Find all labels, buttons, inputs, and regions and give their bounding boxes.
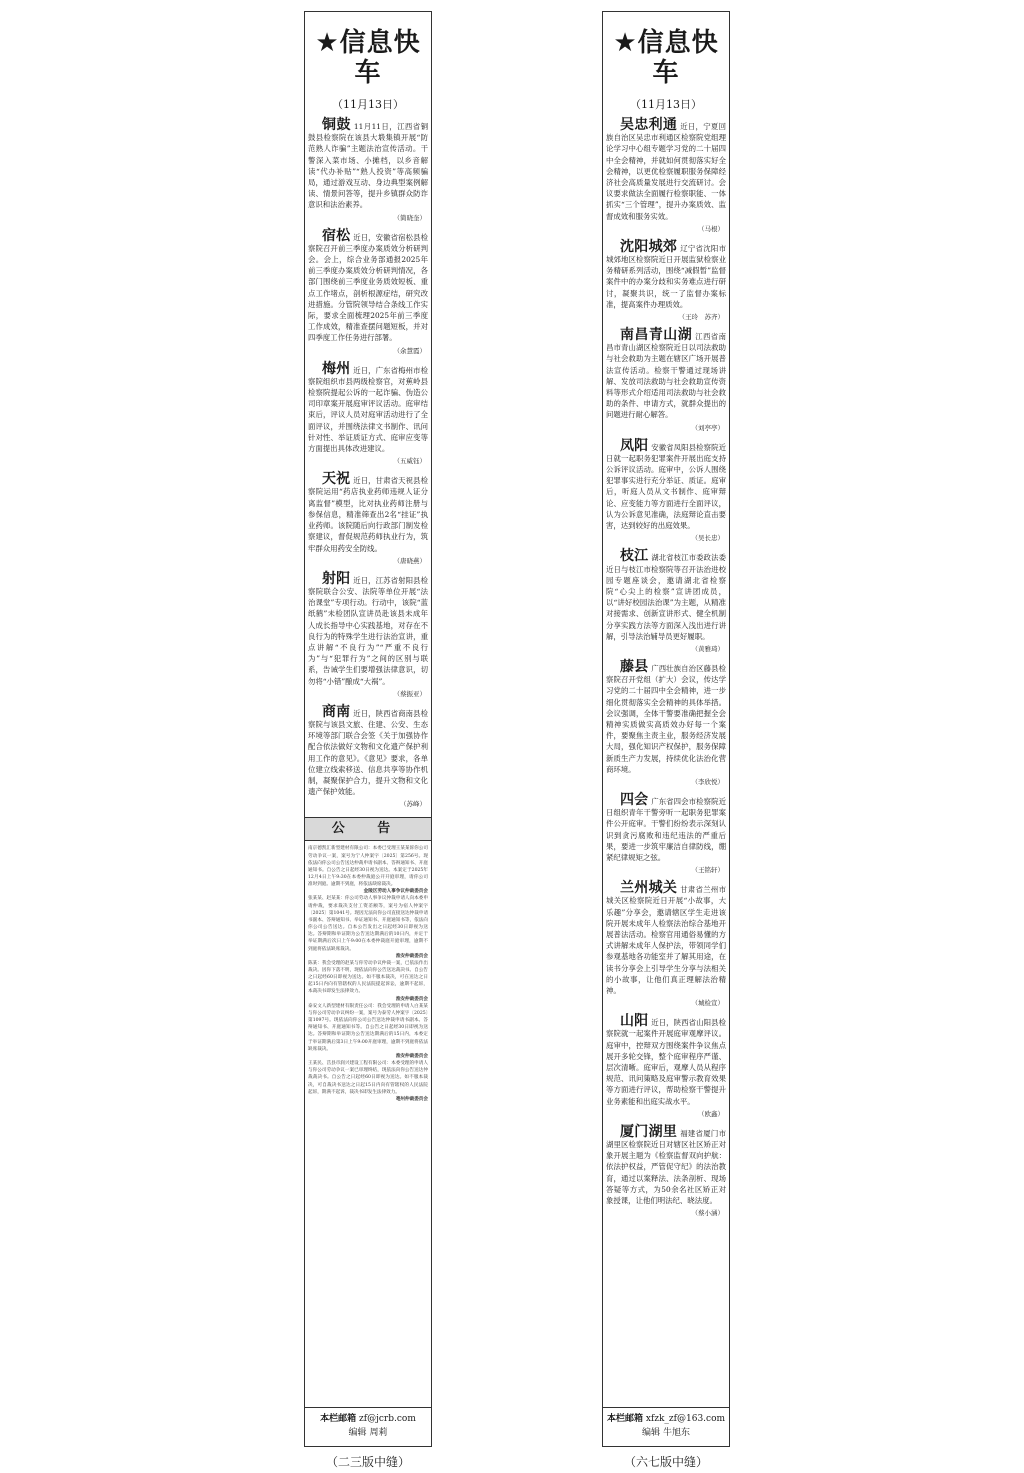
news-item: [603, 437, 729, 544]
item-place: 天祝: [322, 471, 351, 488]
news-item: [603, 238, 729, 322]
item-text: 湖北省枝江市委政法委近日与枝江市检察院等召开法治进校园专题座谈会，邀请湖北省检察院“心尖上的检察”宣讲团成员，以“讲好校园法治课”为主题，从精准对接需求、创新宣讲形式、健全机制分享实践方法等方面深入浅出进行讲解，引导法治辅导员更好履职。: [606, 553, 726, 641]
notice-paragraph: 泰安文人新型建材有限责任公司：我会受理的申请人白某某与你公司劳动争议纠纷一案，案号为泰劳人仲案字〔2025〕第1097号。现依法向你公司公告送达仲裁申请书副本、答辩通知书、开庭通知书等。自公告之日起经30日即视为送达。答辩期和举证期为公告送达期满后的15日内，本委定于举证期满后第3日上午9:00开庭审理，逾期不到庭将依法缺席裁决。: [308, 1003, 428, 1052]
notice-heading: 公 告: [305, 817, 431, 841]
item-place: 吴忠利通: [620, 117, 678, 133]
notice-paragraph: 陈某：我会受理的赵某与你劳动争议仲裁一案，已依法作出裁决。因你下落不明，现依法向你公告送达裁决书。自公告之日起经60日即视为送达。如不服本裁决，可在送达之日起15日内向有管辖权的人民法院提起诉讼，逾期不起诉，本裁决书即发生法律效力。: [308, 960, 428, 995]
column-date: （11月13日）: [630, 98, 702, 111]
item-author: （黄雅琦）: [691, 644, 724, 653]
column-date: （11月13日）: [332, 98, 404, 111]
item-text: 近日，陕西省山阳县检察院就一起案件开展庭审观摩评议。庭审中，控辩双方围绕案件争议焦点展开多轮交锋，整个庭审程序严谨、层次清晰。庭审后，观摩人员从程序规范、讯问策略及庭审警示教育效果等方面进行评议，帮助检察干警提升业务素能和出庭实战水平。: [606, 1018, 726, 1106]
editor-name: 周莉: [369, 1428, 388, 1438]
news-item: [305, 360, 431, 467]
mailbox-link[interactable]: zf@jcrb.com: [359, 1414, 416, 1424]
fold-label: （六七版中缝）: [623, 1455, 708, 1469]
news-item: [603, 117, 729, 234]
item-place: 宿松: [322, 227, 351, 244]
item-author: （刘亭亭）: [691, 423, 724, 432]
item-text: 福建省厦门市湖里区检察院近日对辖区社区矫正对象开展主题为《检察监督双向护航：依法护权益，严管促守纪》的法治教育，通过以案释法、法条剖析、现场答疑等方式，为50余名社区矫正对象授课，让他们明法纪、晓法度。: [606, 1128, 726, 1206]
item-place: 厦门湖里: [620, 1123, 678, 1140]
item-author: （唐晓燕）: [393, 556, 426, 565]
item-place: 兰州城关: [620, 880, 678, 897]
item-text: 辽宁省沈阳市城郊地区检察院近日开展监狱检察业务精研系列活动，围绕“减假暂”监督案件中的办案分歧和实务难点进行研讨，凝聚共识，统一了监督办案标准，提高案件办理质效。: [606, 243, 726, 309]
column-title: ★信息快车: [613, 28, 719, 88]
right-column: [602, 11, 730, 1447]
notice-signature: 淮安仲裁委员会: [395, 1053, 428, 1059]
fold-label: （二三版中缝）: [325, 1455, 410, 1469]
item-place: 射阳: [322, 570, 351, 587]
item-place: 枝江: [620, 548, 649, 565]
item-text: 近日，江苏省射阳县检察院联合公安、法院等单位开展“法治课堂”专项行动。行动中，该院“蓝纸鹤”未检团队宣讲员赴该县未成年人成长指导中心实践基地，对存在不良行为的特殊学生进行法治宣讲，重点讲解“不良行为”“严重不良行为”与“犯罪行为”之间的区别与联系，告诫学生们要增强法律意识，切勿将“小错”酿成“大祸”。: [308, 575, 428, 686]
item-author: （城检宣）: [691, 999, 724, 1008]
mailbox-label: 本栏邮箱: [320, 1414, 357, 1424]
item-text: 安徽省凤阳县检察院近日就一起职务犯罪案件开展出庭支持公诉评议活动。庭审中，公诉人围绕犯罪事实进行充分举证、质证。庭审后，听庭人员从文书制作、庭审辩论、应变能力等方面进行全面评议，认为公诉意见准确，法庭辩论直击要害，达到较好的出庭效果。: [606, 442, 726, 531]
item-author: （苏峰）: [400, 800, 426, 809]
news-item: [603, 880, 729, 1008]
item-place: 南昌青山湖: [620, 327, 693, 344]
news-item: [603, 327, 729, 433]
news-item: [305, 570, 431, 699]
item-author: （蔡振亚）: [393, 689, 426, 698]
notice-signature: 亳州仲裁委员会: [395, 1096, 428, 1102]
item-text: 11月11日，江西省铜鼓县检察院在该县大塅集镇开展“防范熟人诈骗”主题法治宣传活动。干警深入菜市场、小摊档，以乡音解读“代办补贴”“熟人投资”等高频骗局，通过游戏互动、身边典型案例解读、情景问答等，提升乡镇群众防诈意识和法治素养。: [308, 122, 428, 210]
news-item: [305, 117, 431, 223]
notice-paragraph: 南京德凯汇新型建材有限公司：本委已受理王某某诉你公司劳动争议一案，案号为宁人仲案字〔2025〕第256号。现依法向你公司公告送达仲裁申请书副本、答辩通知书、开庭通知书。自公告之日起经30日视为送达。本案定于2025年12月4日上午9:30在本委仲裁庭公开开庭审理，请你公司准时到庭。逾期不到庭，将依法缺席裁决。: [308, 846, 428, 888]
mailbox-link[interactable]: xfzk_zf@163.com: [645, 1414, 726, 1424]
item-text: 江西省南昌市青山湖区检察院近日以司法救助与社会救助为主题在辖区广场开展普法宣传活动。检察干警通过现场讲解、发放司法救助与社会救助宣传资料等形式介绍适用司法救助与社会救助的条件、申请方式，就群众提出的问题进行耐心解答。: [606, 332, 726, 420]
news-item: [603, 548, 729, 654]
item-author: （王铭轩）: [691, 866, 724, 875]
item-text: 近日，广东省梅州市检察院组织市县两级检察官，对蕉岭县检察院提起公诉的一起诈骗、伪造公司印章案开展庭审评议活动。庭审结束后，评议人员对庭审活动进行了全面评议，并围绕法律文书制作、讯问针对性、举证质证方式、庭审应变等方面提出具体改进建议。: [308, 365, 428, 454]
item-text: 广东省四会市检察院近日组织青年干警旁听一起职务犯罪案件公开庭审。干警们纷纷表示深刻认识到贪污腐败和违纪违法的严重后果，要进一步筑牢廉洁自律防线，绷紧纪律规矩之弦。: [606, 796, 726, 862]
item-author: （马根）: [698, 224, 724, 233]
notice-signature: 淮安仲裁委员会: [395, 953, 428, 959]
item-text: 近日，安徽省宿松县检察院召开前三季度办案质效分析研判会。会上，综合业务部通报2025年前三季度办案质效分析研判情况，各部门围绕前三季度业务质效短板、重点工作堵点，剖析根源症结，研究改进措施。分管院领导结合条线工作实际，要求全面梳理2025年前三季度工作成效，精准查摆问题短板，并对四季度工作任务进行部署。: [308, 232, 428, 343]
column-footer: [305, 1407, 431, 1446]
item-author: （欧鑫）: [698, 1109, 724, 1118]
news-item: [305, 471, 431, 565]
news-item: [603, 658, 729, 787]
notice-body: [305, 841, 431, 1107]
item-author: （蔡小涵）: [691, 1209, 724, 1218]
item-author: （李欣悦）: [691, 777, 724, 786]
news-item: [603, 791, 729, 875]
news-item: [603, 1123, 729, 1218]
editor-name: 牛旭东: [662, 1428, 690, 1438]
editor-label: 编辑: [642, 1428, 661, 1438]
editor-label: 编辑: [348, 1428, 367, 1438]
item-place: 商南: [322, 703, 351, 720]
item-text: 近日，宁夏回族自治区吴忠市利通区检察院党组理论学习中心组专题学习党的二十届四中全会精神，并就如何贯彻落实好全会精神，以更优检察履职服务保障经济社会高质量发展进行交流研讨。会议要求做法全面履行检察职能、一体抓实“三个管理”，提升办案质效、监督成效和服务实效。: [606, 122, 726, 221]
notice-signature: 淮安仲裁委员会: [395, 996, 428, 1002]
mailbox-label: 本栏邮箱: [606, 1414, 643, 1424]
item-text: 甘肃省兰州市城关区检察院近日开展“小故事，大乐趣”分享会，邀请辖区学生走进该院开展未成年人检察法治综合基地开展普法活动。检察官用通俗易懂的方式讲解未成年人保护法，带领同学们参观基地各功能室并了解其用途，在读书分享会上引导学生分享与法相关的小故事，让他们真正理解法治精神。: [606, 885, 726, 995]
notice-signature: 金陵区劳动人事争议仲裁委员会: [363, 889, 428, 895]
item-author: （余慧霞）: [393, 346, 426, 355]
item-place: 梅州: [322, 360, 351, 377]
item-place: 四会: [620, 791, 649, 808]
news-item: [305, 703, 431, 810]
item-place: 藤县: [620, 658, 649, 675]
notice-paragraph: 王某民、莒县市润兴建设工程有限公司：本委受理的申请人与你公司劳动争议一案已审理终结，现依法向你公告送达仲裁裁决书。自公告之日起经60日即视为送达。如不服本裁决，可自裁决书送达之日起15日内向有管辖权的人民法院起诉，期满不起诉，裁决书即发生法律效力。: [308, 1061, 428, 1095]
column-footer: [603, 1407, 729, 1446]
item-author: （简晓奎）: [393, 213, 426, 222]
item-author: （吴长忠）: [691, 534, 724, 543]
item-text: 广西壮族自治区藤县检察院召开党组（扩大）会议，传达学习党的二十届四中全会精神，进一步细化贯彻落实全会精神的具体举措。会议强调，全体干警要准确把握全会精神实质做实高质效办好每一个案件，要聚焦主责主业，服务经济发展大局，强化知识产权保护，服务保障新质生产力发展，持续优化法治化营商环境。: [606, 663, 726, 774]
item-place: 铜鼓: [322, 117, 351, 133]
news-item: [305, 227, 431, 356]
item-author: （王玲 苏齐）: [678, 313, 724, 322]
left-column: [304, 11, 432, 1447]
item-place: 山阳: [620, 1013, 649, 1030]
column-title: ★信息快车: [315, 28, 421, 88]
item-author: （五威钰）: [393, 457, 426, 466]
item-place: 凤阳: [620, 437, 649, 454]
news-item: [603, 1013, 729, 1119]
item-place: 沈阳城郊: [620, 238, 678, 255]
notice-paragraph: 张某某、赵某某：你公司劳动人事争议仲裁申请人向本委申请仲裁，要求裁决支付工资差额等，案号为宿人仲案字〔2025〕第1041号。现因无法向你公司直接送达仲裁申请书副本、答辩通知书、举证通知书、开庭通知书等，依法向你公司公告送达。自本公告发出之日起经30日即视为送达。答辩期和举证期为公告送达期满后的10日内，并定于举证期满后次日上午9:00在本委仲裁庭开庭审理，逾期不到庭将依法缺席裁决。: [308, 896, 428, 952]
item-text: 近日，甘肃省天祝县检察院运用“药店执业药师违规人证分离监督”模型，比对执业药师注册与参保信息，精准筛查出2名“挂证”执业药师。该院随后向行政部门制发检察建议，督促规范药师执业行为，筑牢群众用药安全防线。: [308, 476, 428, 553]
item-text: 近日，陕西省商南县检察院与该县文旅、住建、公安、生态环境等部门联合会签《关于加强协作配合依法做好文物和文化遗产保护利用工作的意见》。《意见》要求，各单位建立线索移送、信息共享等协作机制，凝聚保护合力，提升文物和文化遗产保护效能。: [308, 708, 428, 797]
